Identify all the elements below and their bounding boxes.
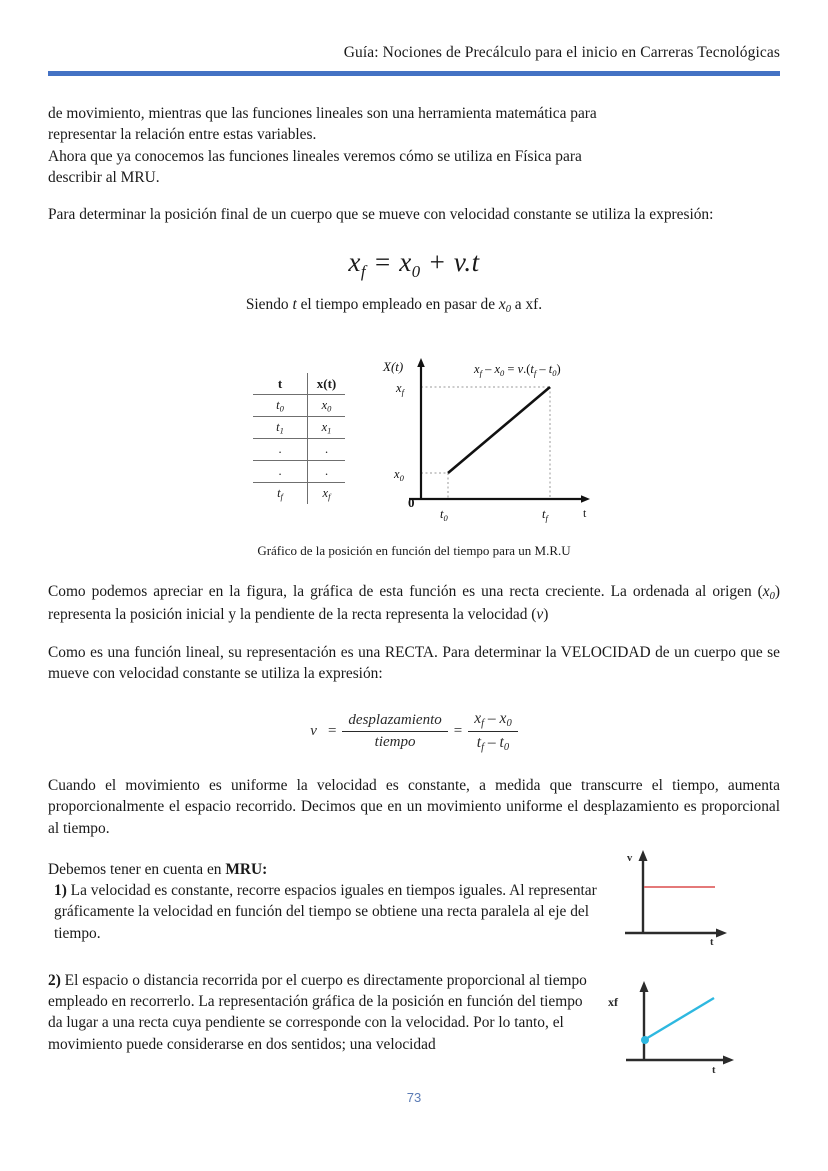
paragraph-intro-line2: representar la relación entre estas variables. xyxy=(48,126,317,144)
paragraph-mru-intro xyxy=(48,146,780,189)
num-x1: x xyxy=(474,710,482,728)
table-row xyxy=(253,461,345,483)
table-cell-dot: . xyxy=(308,439,346,461)
paragraph-intro-line1: de movimiento, mientras que las funciones lineales son una herramienta matemática para xyxy=(48,105,597,122)
table-cell-dot: . xyxy=(308,461,346,483)
graph-xtick-tf: $t_f$ xyxy=(542,507,548,524)
y-axis-arrow xyxy=(417,358,425,367)
paragraph-mru-line2: describir al MRU. xyxy=(48,168,160,186)
equation-velocity-var: v xyxy=(310,723,317,740)
num-x2-sub: 0 xyxy=(506,718,512,730)
position-time-mini-chart xyxy=(592,968,752,1073)
paragraph-recta-creciente xyxy=(48,581,780,626)
item-1-text: La velocidad es constante, recorre espacios iguales en tiempos iguales. Al representar gráficamente la velocidad en función del tiempo se obtiene una recta paralela al eje del tiempo. xyxy=(54,882,597,942)
cell-base: x xyxy=(322,485,329,500)
p5-var-x-sub: 0 xyxy=(769,590,775,602)
den-t1-sub: f xyxy=(481,742,485,753)
num-x1-sub: f xyxy=(481,718,485,730)
paragraph-velocidad-intro: Como es una función lineal, su representación es una RECTA. Para determinar la VELOCIDAD de un cuerpo que se mueve con velocidad constante se utiliza la expresión: xyxy=(48,643,780,682)
mini1-y-label: v xyxy=(627,852,633,864)
table-header-row xyxy=(253,373,345,395)
p5-part-a: Como podemos apreciar en la figura, la gráfica de esta función es una recta creciente. La ordenada al origen ( xyxy=(48,583,763,601)
table-row xyxy=(253,439,345,461)
equation-rhs-sub: 0 xyxy=(411,262,421,282)
mini1-x-label: t xyxy=(710,936,714,945)
equation-lhs-sub: f xyxy=(360,262,367,282)
den-t2-sub: 0 xyxy=(503,742,510,753)
graph-y-axis-label: X(t) xyxy=(383,359,404,375)
graph-xtick-t0: $t_0$ xyxy=(440,507,448,524)
mini2-position-line xyxy=(644,998,714,1040)
table-cell-t1 xyxy=(253,417,308,439)
table-cell-t0 xyxy=(253,395,308,417)
debemos-pre: Debemos tener en cuenta en xyxy=(48,860,226,878)
den-minus: – xyxy=(484,734,500,752)
table-cell-x1 xyxy=(308,417,346,439)
figure-mru xyxy=(48,351,780,541)
cell-base: t xyxy=(277,485,281,500)
item-1-number: 1) xyxy=(54,882,67,899)
equation-term-vt: v.t xyxy=(453,247,480,278)
equation-velocity-equals-1: = xyxy=(327,723,337,740)
p5-part-b: ) representa la posición inicial y la pendiente de la recta representa la velocidad ( xyxy=(48,583,780,624)
table-cell-dot: . xyxy=(253,439,308,461)
num-x2: x xyxy=(499,710,507,728)
graph-ytick-xf: $x_f$ xyxy=(396,381,404,398)
table-cell-xf xyxy=(308,483,346,505)
siendo-mid: el tiempo empleado en pasar de xyxy=(296,296,499,314)
equation-plus: + xyxy=(420,247,454,278)
siendo-var-x-sub: 0 xyxy=(505,304,511,316)
velocity-time-mini-svg xyxy=(617,845,752,945)
page-header xyxy=(48,44,780,76)
fraction-delta-x-delta-t xyxy=(468,710,517,753)
mru-point-1-block xyxy=(48,852,780,945)
equation-equals: = xyxy=(366,247,400,278)
fraction-denominator-delta-t xyxy=(471,732,515,753)
table-cell-tf xyxy=(253,483,308,505)
p5-var-x: x xyxy=(762,583,770,601)
den-t2: t xyxy=(499,734,504,752)
num-minus: – xyxy=(484,710,500,728)
p5-var-v: v xyxy=(536,606,544,624)
x-axis-arrow xyxy=(581,495,590,503)
cell-base: t xyxy=(276,397,280,412)
data-line-xt xyxy=(448,387,550,473)
cell-base: x xyxy=(321,397,328,412)
paragraph-mru-line1: Ahora que ya conocemos las funciones lineales veremos cómo se utiliza en Física para xyxy=(48,147,582,165)
den-t1: t xyxy=(476,734,482,752)
mini2-y-arrow xyxy=(640,981,649,992)
equation-velocity-equals-2: = xyxy=(453,723,463,740)
fraction-numerator-delta-x xyxy=(468,710,517,732)
table-header-xt: x(t) xyxy=(308,373,346,395)
cell-sub: f xyxy=(280,491,283,502)
cell-sub: 1 xyxy=(279,425,284,436)
document-body xyxy=(48,103,780,1073)
fraction-denominator-tiempo: tiempo xyxy=(374,734,416,751)
position-time-mini-svg xyxy=(592,968,752,1073)
paragraph-item-1 xyxy=(48,880,600,944)
cell-sub: 0 xyxy=(279,403,284,414)
equation-rhs-var: x xyxy=(399,247,412,278)
mini2-y-label: xf xyxy=(608,994,618,1009)
mini1-x-arrow xyxy=(716,928,727,937)
position-time-graph xyxy=(378,351,608,526)
header-title: Guía: Nociones de Precálculo para el inicio en Carreras Tecnológicas xyxy=(343,44,780,61)
mini2-intercept-dot xyxy=(641,1036,649,1044)
paragraph-intro xyxy=(48,103,780,146)
fraction-desplazamiento-tiempo xyxy=(342,712,447,751)
graph-ytick-x0: $x_0$ xyxy=(394,467,404,484)
cell-sub: 0 xyxy=(327,403,332,414)
item-2-number: 2) xyxy=(48,971,61,989)
table-row xyxy=(253,483,345,505)
paragraph-position-formula-intro: Para determinar la posición final de un cuerpo que se mueve con velocidad constante se utiliza la expresión: xyxy=(48,206,714,223)
table-cell-dot: . xyxy=(253,461,308,483)
velocity-time-mini-chart xyxy=(617,845,752,945)
table-row xyxy=(253,395,345,417)
cell-sub: f xyxy=(328,491,331,502)
graph-annotation-equation: $x_f - x_0 = v.(t_f - t_0)$ xyxy=(474,362,561,379)
mini2-x-label: t xyxy=(712,1064,716,1073)
equation-lhs-var: x xyxy=(348,247,361,278)
paragraph-debemos-tener xyxy=(48,859,600,880)
paragraph-movimiento-uniforme: Cuando el movimiento es uniforme la velocidad es constante, a medida que transcurre el tiempo, aumenta proporcionalmente el espacio recorrido. Decimos que en un movimiento uniforme el desplazamiento es proporcional al tiempo. xyxy=(48,777,780,837)
figure-caption: Gráfico de la posición en función del tiempo para un M.R.U xyxy=(257,543,571,559)
debemos-bold-mru: MRU: xyxy=(225,860,268,878)
p5-part-c: ) xyxy=(543,606,549,624)
equation-explanation xyxy=(48,296,780,315)
siendo-post: a xf. xyxy=(510,296,543,314)
mru-point-1-text xyxy=(48,859,600,944)
cell-sub: 1 xyxy=(327,425,332,436)
item-2-text: El espacio o distancia recorrida por el cuerpo es directamente proporcional al tiempo empleado en recorrerlo. La representación gráfica de la posición en función del tiempo da lugar a una recta cuya pendiente se corresponde con la velocidad. Por lo tanto, el movimiento puede considerarse en dos sentidos; una velocidad xyxy=(48,971,587,1053)
header-divider xyxy=(48,71,780,76)
table-row xyxy=(253,417,345,439)
siendo-var-t: t xyxy=(292,296,297,314)
paragraph-item-2 xyxy=(48,970,600,1055)
table-cell-x0 xyxy=(308,395,346,417)
graph-x-axis-label: t xyxy=(583,506,587,521)
mru-point-2-text xyxy=(48,970,600,1055)
position-time-graph-svg xyxy=(378,351,608,526)
graph-origin-label: 0 xyxy=(408,495,415,511)
mru-point-2-block xyxy=(48,970,780,1073)
fraction-numerator-desplazamiento: desplazamiento xyxy=(342,712,447,732)
table-header-t: t xyxy=(253,373,308,395)
cell-base: x xyxy=(321,419,328,434)
mini1-y-arrow xyxy=(639,850,648,861)
mru-values-table xyxy=(253,373,345,504)
equation-velocity xyxy=(48,710,780,753)
equation-position-final xyxy=(48,247,780,282)
page-number: 73 xyxy=(406,1090,422,1105)
mini2-x-arrow xyxy=(723,1055,734,1064)
cell-base: t xyxy=(276,419,280,434)
siendo-var-x: x xyxy=(498,296,506,314)
siendo-pre: Siendo xyxy=(245,296,293,314)
